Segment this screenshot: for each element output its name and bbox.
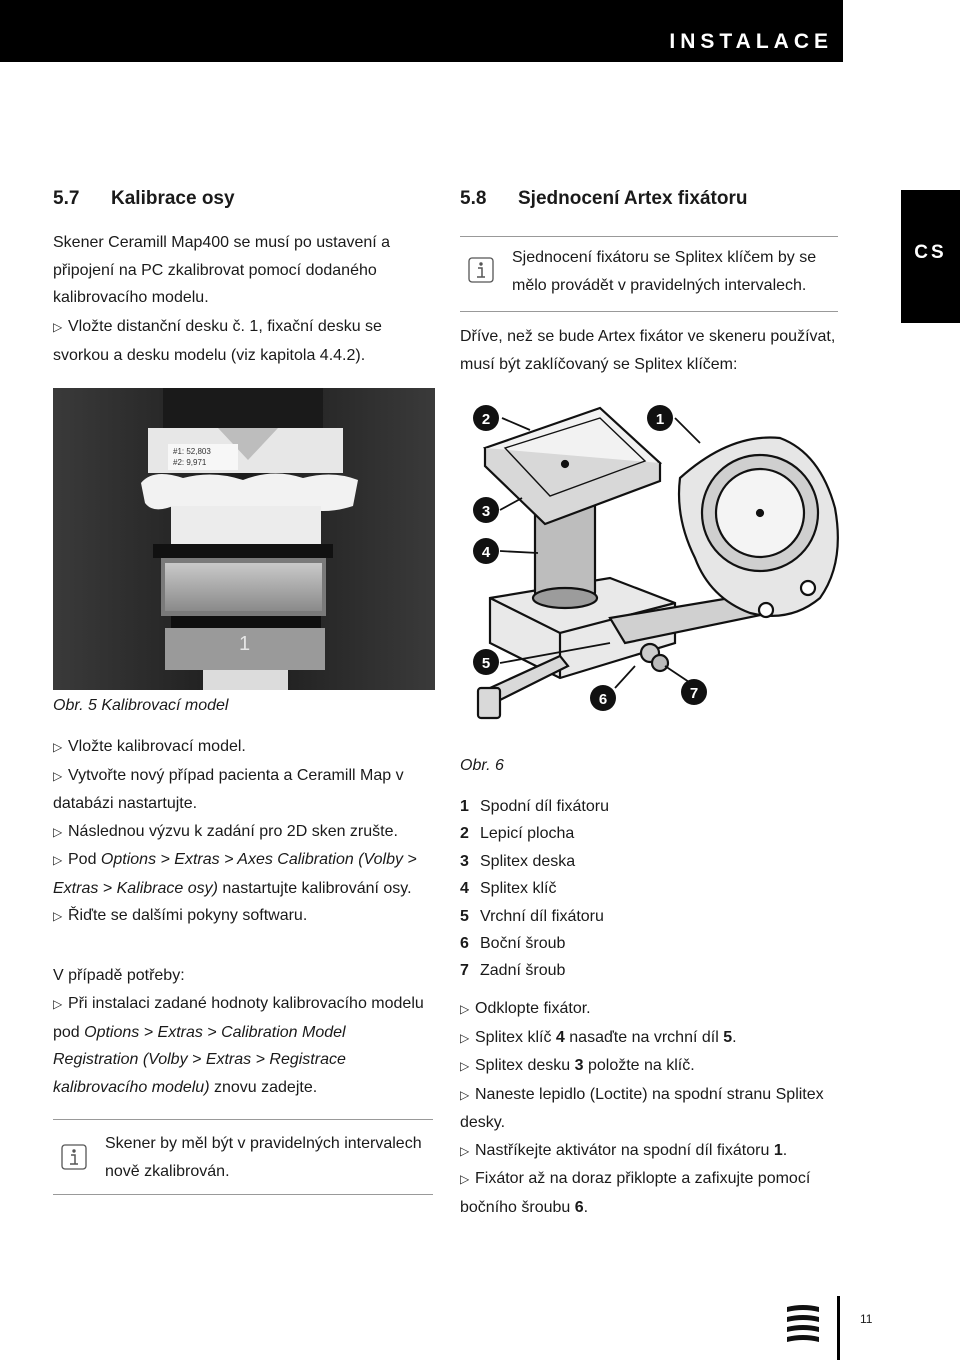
- legend-item: 6 Boční šroub: [460, 935, 566, 953]
- diagram-callout-7: 7: [689, 685, 699, 702]
- info-note-calibration: [53, 1119, 433, 1195]
- triangle-bullet-icon: ▷: [53, 768, 63, 783]
- triangle-bullet-icon: ▷: [53, 740, 63, 754]
- list-item: ▷ Vložte distanční desku č. 1, fixační desku se svorkou a desku modelu (viz kapitola 4.4.2).: [53, 313, 433, 369]
- header-bar: [0, 0, 843, 62]
- language-code: CS: [914, 242, 947, 263]
- triangle-bullet-icon: ▷: [460, 1172, 470, 1186]
- legend-item: 7 Zadní šroub: [460, 962, 566, 980]
- triangle-bullet-icon: ▷: [460, 1143, 470, 1158]
- info-note-splitex: [460, 236, 838, 312]
- diagram-callout-4: 4: [481, 544, 491, 561]
- step-list-optional: [53, 990, 433, 1101]
- diagram-callout-3: 3: [481, 503, 491, 520]
- note-text: Skener by měl být v pravidelných intervalech nově zkalibrován.: [105, 1135, 422, 1180]
- note-text: Sjednocení fixátoru se Splitex klíčem by se mělo provádět v pravidelných intervalech.: [512, 249, 817, 294]
- section-heading-5-8: [460, 188, 747, 210]
- model-plate-number: 1: [239, 633, 251, 655]
- list-item: ▷ Řiďte se dalšími pokyny softwaru.: [53, 902, 433, 931]
- list-item: ▷ Fixátor až na doraz přiklopte a zafixujte pomocí bočního šroubu 6.: [460, 1165, 850, 1221]
- triangle-bullet-icon: ▷: [53, 997, 63, 1011]
- step-list-main: [53, 733, 433, 931]
- diagram-callout-5: 5: [481, 655, 491, 672]
- diagram-callout-1: 1: [655, 411, 665, 428]
- legend-item: 5 Vrchní díl fixátoru: [460, 907, 604, 925]
- artex-fixator-diagram: [460, 388, 855, 728]
- list-item: ▷ Následnou výzvu k zadání pro 2D sken zrušte.: [53, 818, 433, 847]
- list-item: ▷ Naneste lepidlo (Loctite) na spodní stranu Splitex desky.: [460, 1081, 850, 1137]
- triangle-bullet-icon: ▷: [53, 824, 63, 839]
- diagram-callout-2: 2: [481, 411, 491, 428]
- triangle-bullet-icon: ▷: [460, 1059, 470, 1073]
- model-label-line-2: #2: 9,971: [173, 458, 207, 467]
- section-number: 5.7: [53, 188, 80, 209]
- list-item: ▷ Nastříkejte aktivátor na spodní díl fixátoru 1.: [460, 1137, 850, 1166]
- list-item: ▷ Při instalaci zadané hodnoty kalibrovacího modelu pod Options > Extras > Calibration Model Registration (Volby > Extras > Registrace kalibrovacího modelu) znovu zadejte.: [53, 990, 433, 1101]
- triangle-bullet-icon: ▷: [53, 320, 63, 334]
- brand-logo-icon: [785, 1303, 821, 1343]
- intro-paragraph: Skener Ceramill Map400 se musí po ustavení a připojení na PC zkalibrovat pomocí dodaného kalibrovacího modelu.: [53, 234, 391, 306]
- list-item: ▷ Splitex desku 3 položte na klíč.: [460, 1052, 850, 1081]
- diagram-callout-6: 6: [598, 691, 608, 708]
- legend-item: 3 Splitex deska: [460, 852, 576, 870]
- section-title: Kalibrace osy: [111, 188, 235, 209]
- triangle-bullet-icon: ▷: [53, 909, 63, 923]
- info-icon: [61, 1144, 87, 1170]
- triangle-bullet-icon: ▷: [460, 1087, 470, 1102]
- triangle-bullet-icon: ▷: [53, 853, 63, 867]
- section-title: Sjednocení Artex fixátoru: [518, 188, 748, 209]
- list-item: ▷ Pod Options > Extras > Axes Calibration (Volby > Extras > Kalibrace osy) nastartujte kalibrování osy.: [53, 846, 433, 902]
- language-tab: [901, 190, 960, 323]
- list-item: ▷ Odklopte fixátor.: [460, 995, 850, 1024]
- calibration-model-image: [53, 388, 435, 690]
- footer-divider: [837, 1296, 840, 1360]
- list-item: ▷ Vložte kalibrovací model.: [53, 733, 433, 762]
- model-label-line-1: #1: 52,803: [173, 447, 211, 456]
- figure-caption-6: Obr. 6: [460, 757, 504, 774]
- legend-item: 1 Spodní díl fixátoru: [460, 798, 609, 815]
- triangle-bullet-icon: ▷: [460, 1002, 470, 1016]
- intro-paragraph: Dříve, než se bude Artex fixátor ve skeneru používat, musí být zaklíčovaný se Splitex klíčem:: [460, 328, 836, 373]
- list-item: ▷ Vytvořte nový případ pacienta a Ceramill Map v databázi nastartujte.: [53, 762, 433, 818]
- list-item: ▷ Splitex klíč 4 nasaďte na vrchní díl 5.: [460, 1024, 850, 1053]
- info-icon: [468, 257, 494, 283]
- legend-item: 2 Lepicí plocha: [460, 825, 575, 843]
- diagram-legend: [460, 793, 609, 985]
- triangle-bullet-icon: ▷: [460, 1030, 470, 1045]
- step-list-right: [460, 995, 850, 1221]
- page-number: 11: [860, 1312, 873, 1326]
- figure-caption-5: Obr. 5 Kalibrovací model: [53, 697, 229, 714]
- chapter-title: INSTALACE: [669, 30, 833, 53]
- section-heading-5-7: [53, 188, 235, 210]
- section-number: 5.8: [460, 188, 487, 209]
- legend-item: 4 Splitex klíč: [460, 880, 557, 898]
- calibration-model-photo: [53, 388, 435, 690]
- step-list-top: [53, 313, 433, 369]
- if-needed-label: V případě potřeby:: [53, 967, 185, 984]
